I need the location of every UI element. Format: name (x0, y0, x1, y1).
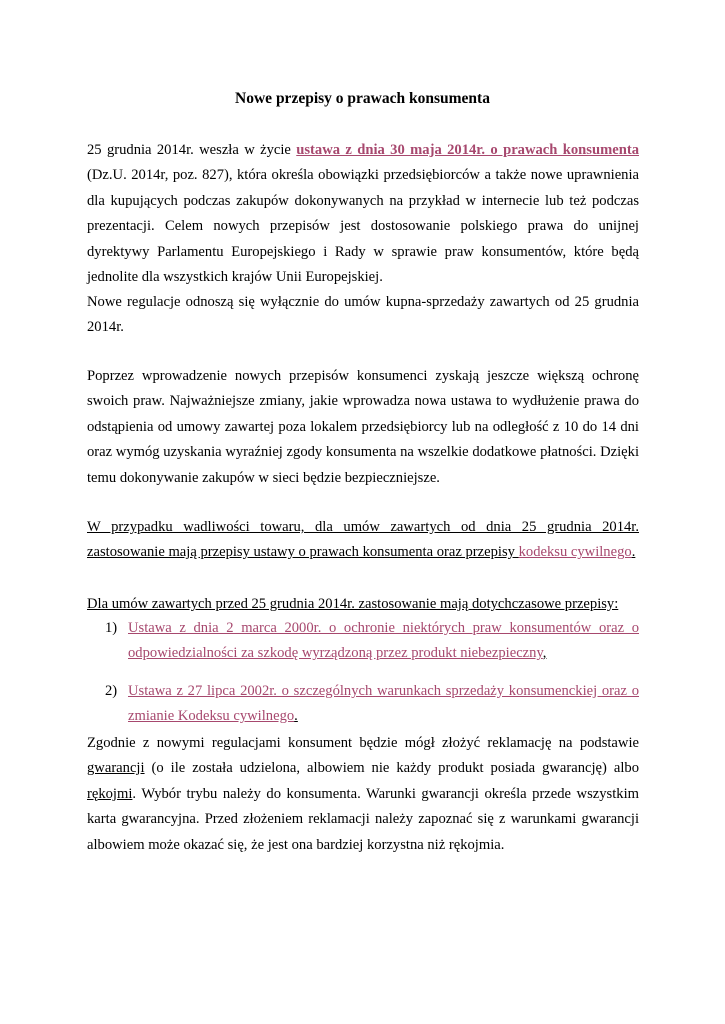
previous-rules-text: Dla umów zawartych przed 25 grudnia 2014r. zastosowanie mają dotychczasowe przepisy: (87, 596, 619, 612)
defects-end: . (631, 544, 636, 561)
complaints-text-1: Zgodnie z nowymi regulacjami konsument będzie mógł złożyć reklamację na podstawie (87, 735, 639, 751)
defects-text: W przypadku wadliwości towaru, dla umów zawartych od dnia 25 grudnia 2014r. zastosowanie mają przepisy ustawy o prawach konsumenta oraz przepisy (87, 519, 639, 561)
warranty-link[interactable]: gwarancji (87, 760, 145, 777)
intro-text-after: (Dz.U. 2014r, poz. 827), która określa obowiązki przedsiębiorców a także nowe uprawnienia dla kupujących podczas zakupów dokonywanych na przykład w internecie lub też podczas prezentacji. Celem nowych przepisów jest dostosowanie polskiego prawa do unijnej dyrektywy Parlamentu Europejskiego i Rady w sprawie praw konsumentów, które będą jednolite dla wszystkich krajów Unii Europejskiej. (87, 167, 639, 286)
act-2000-link[interactable]: Ustawa z dnia 2 marca 2000r. o ochronie niektórych praw konsumentów oraz o odpowiedzialności za szkodę wyrządzoną przez produkt niebezpieczny (128, 620, 639, 662)
document-title: Nowe przepisy o prawach konsumenta (235, 90, 490, 107)
list-item-number: 2) (105, 682, 118, 699)
act-2002-link[interactable]: Ustawa z 27 lipca 2002r. o szczególnych warunkach sprzedaży konsumenckiej oraz o zmianie Kodeksu cywilnego (128, 682, 639, 725)
paragraph-changes: Poprzez wprowadzenie nowych przepisów konsumenci zyskają jeszcze większą ochronę swoich praw. Najważniejsze zmiany, jakie wprowadza nowa ustawa to wydłużenie prawa do odstąpienia od umowy zawartej poza lokalem przedsiębiorcy lub na odległość z 10 do 14 dni oraz wymóg uzyskania wyraźniej zgody konsumenta na wszelkie dodatkowe płatności. Dzięki temu dokonywanie zakupów w sieci będzie bezpieczniejsze. (87, 368, 639, 486)
intro-text-before: 25 grudnia 2014r. weszła w życie (87, 142, 297, 158)
paragraph-scope: Nowe regulacje odnoszą się wyłącznie do umów kupna-sprzedaży zawartych od 25 grudnia 2014r. (87, 294, 639, 336)
list-item-end: . (294, 708, 298, 725)
complaints-text-3: . Wybór trybu należy do konsumenta. Warunki gwarancji określa przede wszystkim karta gwarancyjna. Przed złożeniem reklamacji należy zapoznać się z warunkami gwarancji albowiem może okazać się, że jest ona bardziej korzystna niż rękojmia. (87, 785, 639, 853)
paragraph-complaints (87, 731, 639, 858)
complaints-text-2: (o ile została udzielona, albowiem nie każdy produkt posiada gwarancję) albo (144, 760, 639, 777)
list-item (87, 679, 639, 730)
paragraph-intro (87, 138, 639, 290)
civil-code-link[interactable]: kodeksu cywilnego (518, 544, 632, 561)
paragraph-previous-rules (87, 592, 639, 617)
list-item-end: , (542, 645, 547, 662)
consumer-rights-act-link[interactable]: ustawa z dnia 30 maja 2014r. o prawach konsumenta (296, 142, 639, 158)
list-item (87, 616, 639, 667)
list-item-number: 1) (105, 620, 118, 636)
paragraph-defects (87, 515, 639, 566)
statutory-warranty-link[interactable]: rękojmi (87, 785, 133, 802)
previous-acts-list (87, 616, 639, 742)
